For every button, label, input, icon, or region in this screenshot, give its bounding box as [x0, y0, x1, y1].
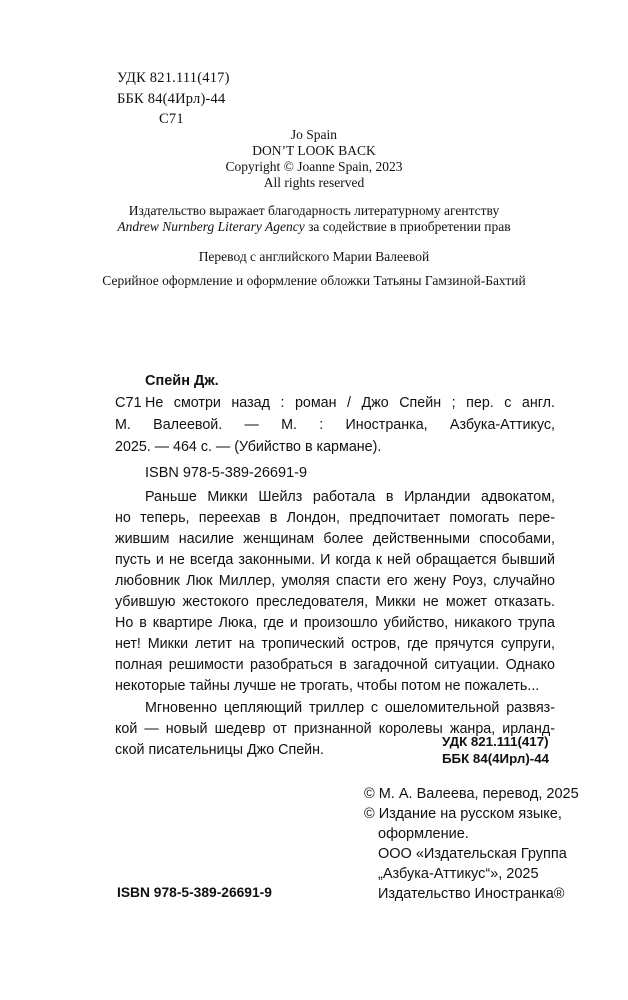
catalog-entry-line: 2025. — 464 с. — (Убийство в кармане). [115, 439, 382, 455]
copyright-line: оформление. [378, 826, 469, 842]
original-title: DON’T LOOK BACK [252, 143, 376, 158]
author-mark: С71 [159, 111, 184, 127]
copyright-line: © Издание на русском языке, [364, 806, 562, 822]
catalog-mark: С71 [115, 395, 142, 411]
original-copyright: Copyright © Joanne Spain, 2023 [225, 159, 403, 174]
description-line: любовник Люк Миллер, умоляя спасти его жену Роуз, случайно [115, 573, 555, 589]
description-line: кой — новый шедевр от признанной королевы жанра, ирланд- [115, 721, 555, 737]
isbn-bottom: ISBN 978-5-389-26691-9 [117, 885, 272, 900]
design-credit: Серийное оформление и оформление обложки Татьяны Гамзиной-Бахтий [102, 273, 526, 288]
copyright-line: „Азбука-Аттикус“», 2025 [378, 866, 539, 882]
description-line: жившим насилие женщинам более действенными способами, [115, 531, 555, 547]
description-line: Но в квартире Люка, где и произошло убийство, никакого трупа [115, 615, 555, 631]
description-line: Раньше Микки Шейлз работала в Ирландии адвокатом, [145, 489, 555, 505]
catalog-isbn: ISBN 978-5-389-26691-9 [145, 465, 308, 481]
description-line: нет! Микки летит на тропический остров, где прячутся супруги, [115, 636, 555, 652]
udk-code: УДК 821.111(417) [117, 70, 230, 86]
description-line: некоторые тайны лучше не трогать, чтобы потом не пожалеть... [115, 678, 540, 694]
catalog-author-heading: Спейн Дж. [145, 373, 219, 389]
acknowledgement-line-1: Издательство выражает благодарность литературному агентству [128, 203, 500, 218]
rights-reserved: All rights reserved [263, 175, 365, 190]
acknowledgement-rest: за содействие в приобретении прав [304, 219, 511, 234]
description-line: ской писательницы Джо Спейн. [115, 742, 325, 758]
udk-code-repeat: УДК 821.111(417) [442, 734, 549, 749]
bbk-code-repeat: ББК 84(4Ирл)-44 [442, 751, 549, 766]
original-author: Jo Spain [290, 127, 338, 142]
description-line: пусть и не всегда законными. И когда к ней обращается бывший [115, 552, 555, 568]
description-line: полная решимости разобраться в загадочной ситуации. Однако [115, 657, 555, 673]
description-line: убившую жестокого преследователя, Микки не может отказать. [115, 594, 555, 610]
bbk-code: ББК 84(4Ирл)-44 [117, 91, 226, 107]
copyright-line: Издательство Иностранка® [378, 886, 565, 902]
copyright-line: ООО «Издательская Группа [378, 846, 567, 862]
description-line: но теперь, переехав в Лондон, предпочитает помогать пере- [115, 510, 555, 526]
catalog-entry-line: Не смотри назад : роман / Джо Спейн ; пер. с англ. [145, 395, 555, 411]
translation-credit: Перевод с английского Марии Валеевой [198, 249, 430, 264]
description-line: Мгновенно цепляющий триллер с ошеломительной развяз- [145, 700, 555, 716]
copyright-line: © М. А. Валеева, перевод, 2025 [364, 786, 579, 802]
acknowledgement-line-2 [0, 219, 628, 235]
agency-name: Andrew Nurnberg Literary Agency [117, 219, 305, 234]
catalog-entry-line: М. Валеевой. — М. : Иностранка, Азбука-Аттикус, [115, 417, 555, 433]
